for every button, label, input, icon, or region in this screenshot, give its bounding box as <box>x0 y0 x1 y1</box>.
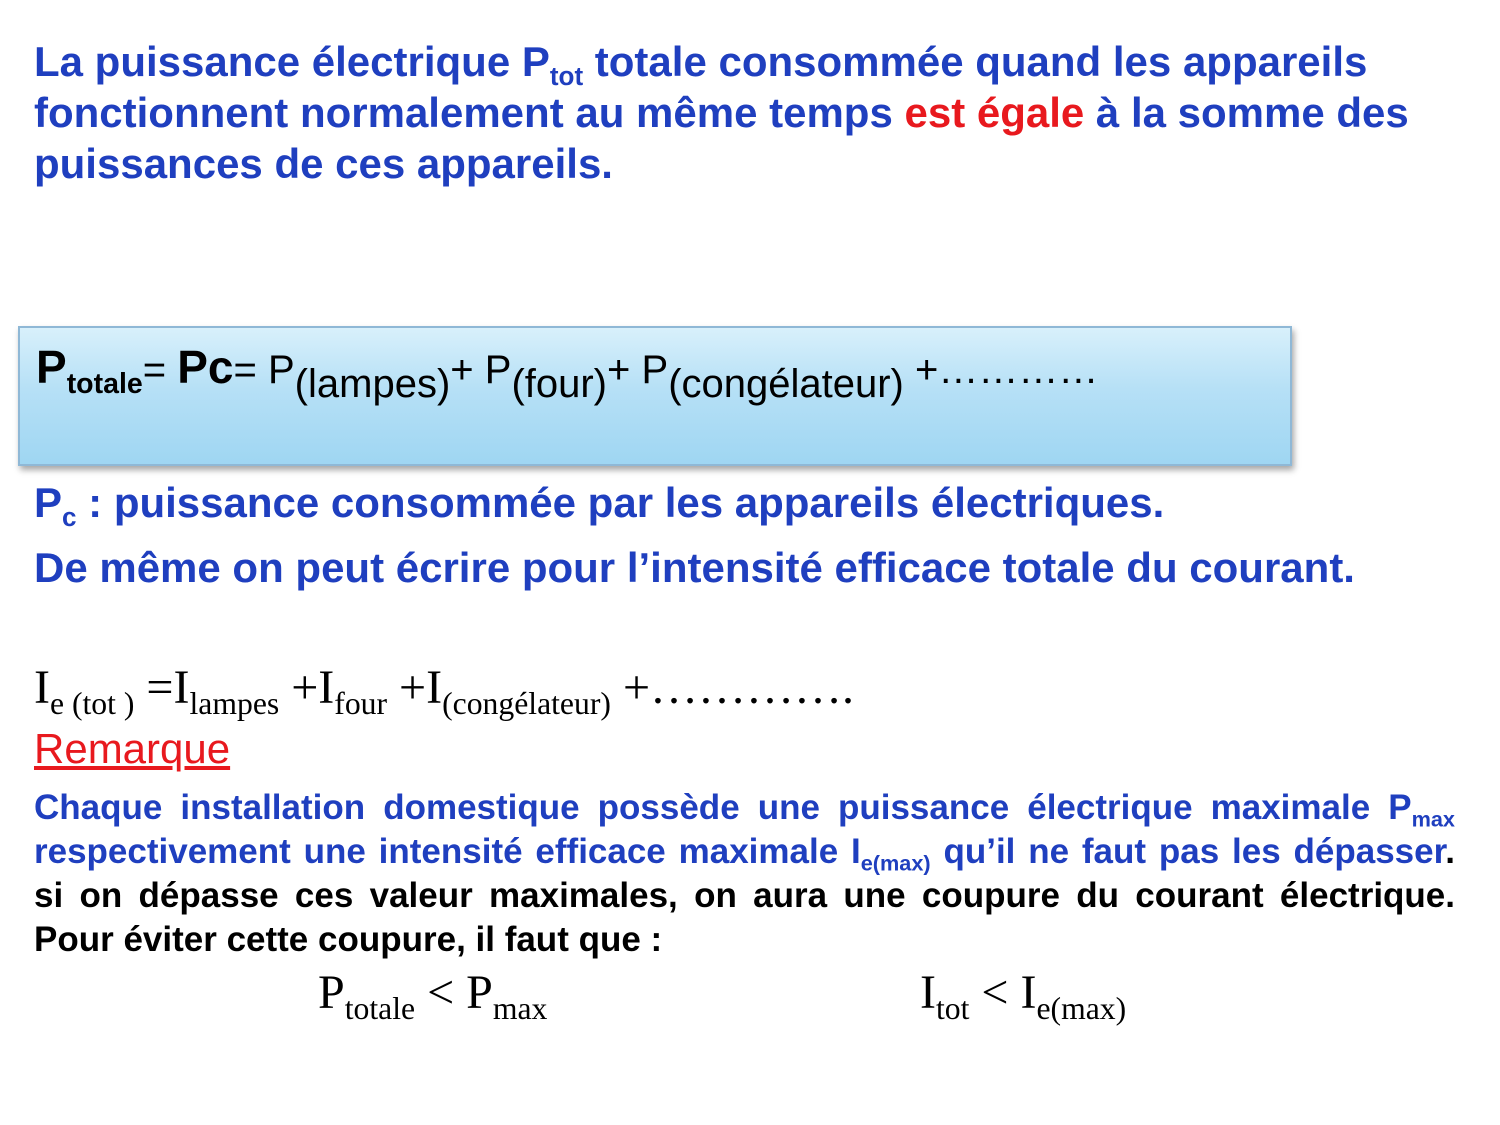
intro-text-1: La puissance électrique P <box>34 38 550 85</box>
current-inequality <box>920 965 1127 1027</box>
formula-eq2: = <box>233 348 268 392</box>
ie-plus1: +I <box>279 661 335 714</box>
intro-highlight: est égale <box>904 89 1085 136</box>
formula-plus2: + <box>607 348 642 392</box>
intro-paragraph <box>34 36 1474 189</box>
pc-definition <box>34 478 1165 533</box>
ie-sub1: e (tot ) <box>49 686 135 722</box>
ineq-i-sub-emax: e(max) <box>1036 991 1127 1027</box>
formula-sub-cong: (congélateur) <box>668 362 904 406</box>
formula-sub-totale: totale <box>66 367 143 400</box>
power-formula-box <box>18 326 1292 466</box>
intro-sub-tot: tot <box>549 61 584 92</box>
remarque-blue-2: respectivement une intensité efficace maximale I <box>34 832 861 871</box>
ineq-p-lt: < P <box>415 966 493 1019</box>
ineq-i-letter: I <box>920 966 936 1019</box>
ie-plus2: +I <box>387 661 443 714</box>
remarque-blue-1: Chaque installation domestique possède une puissance électrique maximale P <box>34 788 1412 827</box>
ineq-i-sub-tot: tot <box>935 991 970 1027</box>
formula-sub-four: (four) <box>511 362 608 406</box>
ineq-p-sub-totale: totale <box>344 991 416 1027</box>
ie-tail: +…………. <box>610 661 855 714</box>
ie-sub4: (congélateur) <box>442 686 611 722</box>
remarque-sub-emax: e(max) <box>860 850 931 876</box>
remarque-sub-max: max <box>1411 806 1455 832</box>
formula-plus1: + <box>450 348 485 392</box>
remarque-heading: Remarque <box>34 725 231 772</box>
power-inequality <box>318 965 548 1027</box>
ie-eq: =I <box>134 661 190 714</box>
ineq-p-letter: P <box>318 966 345 1019</box>
intro-text-3: à la somme des puissances de ces appareils. <box>34 89 1409 187</box>
pc-def-p: P <box>34 479 63 526</box>
inequalities <box>0 965 1500 1045</box>
ie-i1: I <box>34 661 50 714</box>
formula-p-cong: P <box>641 348 669 392</box>
pc-def-sub: c <box>62 502 77 533</box>
power-formula <box>36 340 1099 406</box>
remarque-blue-3: qu’il ne faut pas les dépasser <box>930 832 1446 871</box>
formula-p: P <box>36 341 67 393</box>
formula-eq1: = <box>142 348 178 392</box>
ineq-i-lt: < I <box>969 966 1037 1019</box>
remarque-black: . si on dépasse ces valeur maximales, on aura une coupure du courant électrique. Pour éviter cette coupure, il faut que : <box>34 832 1456 959</box>
formula-pc: Pc <box>177 341 234 393</box>
intro-text-2: totale consommée quand les appareils fonctionnent normalement au même temps <box>34 38 1368 136</box>
ie-sub2: lampes <box>189 686 280 722</box>
formula-tail: +………… <box>903 348 1099 392</box>
formula-p-lampes: P <box>267 348 295 392</box>
formula-sub-lampes: (lampes) <box>294 362 451 406</box>
current-formula <box>34 660 855 722</box>
formula-p-four: P <box>484 348 512 392</box>
ineq-p-sub-max: max <box>492 991 548 1027</box>
ie-sub3: four <box>334 686 388 722</box>
current-intro-text: De même on peut écrire pour l’intensité efficace totale du courant. <box>34 544 1355 591</box>
pc-def-text: : puissance consommée par les appareils électriques. <box>76 479 1165 526</box>
remarque-paragraph <box>34 786 1455 962</box>
